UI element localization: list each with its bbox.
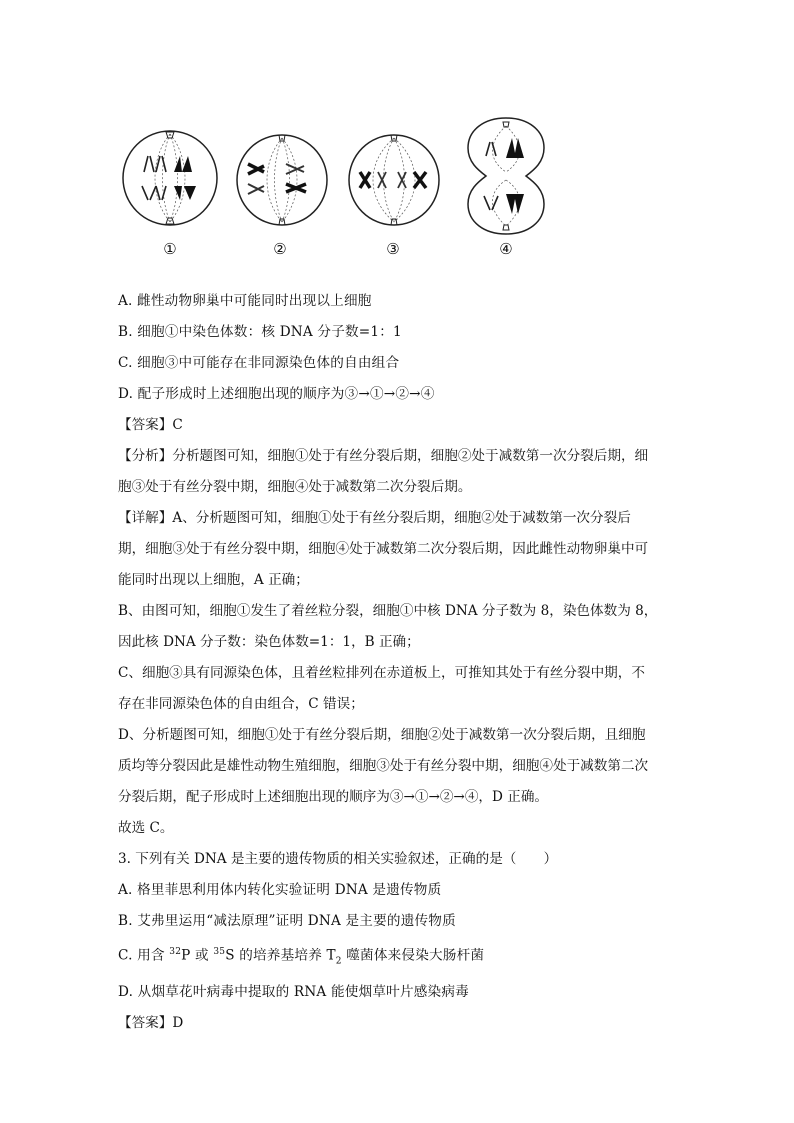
cell-figure-2 — [234, 132, 330, 228]
q3-stem: 3. 下列有关 DNA 是主要的遗传物质的相关实验叙述，正确的是（ ） — [118, 851, 558, 867]
q3-option-c-sub: 2 — [335, 956, 342, 967]
q3-option-c-sup-2: 35 — [213, 947, 226, 957]
figure-label-2: ② — [273, 240, 287, 258]
q3-option-a: A. 格里菲思利用体内转化实验证明 DNA 是遗传物质 — [118, 882, 442, 898]
q2-answer: 【答案】C — [118, 417, 183, 433]
q2-detail-line-2: 期，细胞③处于有丝分裂中期，细胞④处于减数第二次分裂后期，因此雌性动物卵巢中可 — [118, 541, 649, 557]
q2-detail-line-5: 因此核 DNA 分子数：染色体数=1：1，B 正确； — [118, 634, 420, 650]
cell-division-figures — [110, 112, 560, 262]
q3-option-b: B. 艾弗里运用“减法原理”证明 DNA 是主要的遗传物质 — [118, 913, 456, 929]
q2-detail-line-4: B、由图可知，细胞①发生了着丝粒分裂，细胞①中核 DNA 分子数为 8，染色体数为 8， — [118, 603, 658, 619]
figure-label-4: ④ — [499, 240, 513, 258]
q2-detail-line-11: 故选 C。 — [118, 820, 174, 836]
q2-option-a: A. 雌性动物卵巢中可能同时出现以上细胞 — [118, 293, 372, 309]
q3-option-c — [118, 937, 678, 977]
figure-label-1: ① — [163, 240, 177, 258]
figure-label-3: ③ — [386, 240, 400, 258]
cell-figure-3 — [346, 132, 442, 228]
q2-detail-line-8: D、分析题图可知，细胞①处于有丝分裂后期，细胞②处于减数第一次分裂后期，且细胞 — [118, 727, 646, 743]
q2-option-b: B. 细胞①中染色体数：核 DNA 分子数=1：1 — [118, 324, 402, 340]
q3-option-c-text-2: P 或 — [181, 947, 214, 964]
q3-answer: 【答案】D — [118, 1015, 184, 1032]
q2-detail-line-10: 分裂后期，配子形成时上述细胞出现的顺序为③→①→②→④，D 正确。 — [118, 789, 549, 805]
q2-analysis-line-1: 【分析】分析题图可知，细胞①处于有丝分裂后期，细胞②处于减数第一次分裂后期，细 — [118, 448, 649, 464]
q3-option-d: D. 从烟草花叶病毒中提取的 RNA 能使烟草叶片感染病毒 — [118, 984, 469, 1001]
q3-option-c-text-1: C. 用含 — [118, 947, 170, 964]
q3-option-c-text-3: S 的培养基培养 T — [225, 947, 336, 964]
q2-option-d: D. 配子形成时上述细胞出现的顺序为③→①→②→④ — [118, 386, 435, 402]
cell-figure-4 — [466, 116, 546, 236]
q2-detail-line-7: 存在非同源染色体的自由组合，C 错误； — [118, 696, 364, 712]
q2-detail-line-6: C、细胞③具有同源染色体，且着丝粒排列在赤道板上，可推知其处于有丝分裂中期，不 — [118, 665, 645, 681]
q2-detail-line-9: 质均等分裂因此是雄性动物生殖细胞，细胞③处于有丝分裂中期，细胞④处于减数第二次 — [118, 758, 649, 774]
cell-figure-1 — [120, 128, 220, 228]
q2-detail-line-1: 【详解】A、分析题图可知，细胞①处于有丝分裂后期，细胞②处于减数第一次分裂后 — [118, 510, 631, 526]
q3-option-c-sup-1: 32 — [169, 947, 182, 957]
q2-detail-line-3: 能同时出现以上细胞，A 正确； — [118, 572, 309, 588]
q3-option-c-text-4: 噬菌体来侵染大肠杆菌 — [341, 947, 485, 964]
q2-analysis-line-2: 胞③处于有丝分裂中期，细胞④处于减数第二次分裂后期。 — [118, 479, 472, 495]
document-body — [118, 286, 678, 1039]
q2-option-c: C. 细胞③中可能存在非同源染色体的自由组合 — [118, 355, 400, 371]
